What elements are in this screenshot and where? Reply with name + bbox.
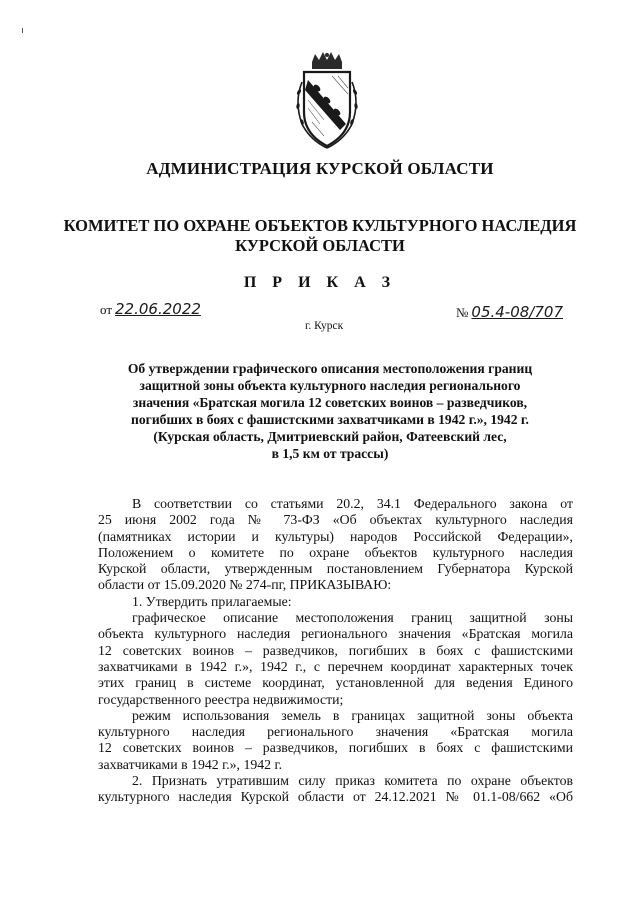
body-line: культурного наследия регионального значения «Братская могила [98,724,573,740]
number-prefix: № [456,305,469,320]
subject-line: значения «Братская могила 12 советских воинов – разведчиков, [132,395,528,410]
body-line: области от 15.09.2020 № 274-пг, ПРИКАЗЫВАЮ: [98,577,392,593]
body-line: 1. Утвердить прилагаемые: [132,593,292,609]
body-line: Курской области, утвержденным постановлением Губернатора Курской [98,561,573,577]
body-line: (памятниках истории и культуры) народов Российской Федерации», [98,528,573,544]
body-line: 25 июня 2002 года № 73-ФЗ «Об объектах культурного наследия [98,512,573,528]
body-line: Положением о комитете по охране объектов культурного наследия [98,544,573,560]
body-line: режим использования земель в границах защитной зоны объекта [132,707,573,723]
subject-line: защитной зоны объекта культурного наследия регионального [139,378,521,393]
scan-artifact [22,28,23,33]
organization-title: АДМИНИСТРАЦИЯ КУРСКОЙ ОБЛАСТИ [146,159,494,178]
order-number [456,303,563,321]
order-subject [90,360,570,462]
order-date [100,300,201,318]
handwritten-number: 05.4-08/707 [471,303,563,321]
body-line: государственного реестра недвижимости; [98,691,344,707]
body-line: 2. Признать утратившим силу приказ комитета по охране объектов [132,773,573,789]
body-line: захватчиками в 1942 г.», 1942 г., с перечнем координат характерных точек [98,658,573,674]
subject-line: Об утверждении графического описания местоположения границ [127,361,533,376]
date-prefix: от [100,302,113,317]
body-line: 12 советских воинов – разведчиков, погибших в боях с фашистскими [98,642,573,658]
subject-line: (Курская область, Дмитриевский район, Фатеевский лес, [153,429,507,444]
body-line: захватчиками в 1942 г.», 1942 г. [98,756,283,772]
subject-line: погибших в боях с фашистскими захватчиками в 1942 г.», 1942 г. [131,412,529,427]
body-line: В соответствии со статьями 20.2, 34.1 Федерального закона от [132,496,573,511]
issue-city: г. Курск [305,320,344,332]
body-line: этих границ в системе координат, установленной для ведения Единого [98,675,573,691]
committee-line: КОМИТЕТ ПО ОХРАНЕ ОБЪЕКТОВ КУЛЬТУРНОГО НАСЛЕДИЯ [63,216,577,235]
handwritten-date: 22.06.2022 [115,300,201,318]
body-line: графическое описание местоположения границ защитной зоны [132,610,573,626]
committee-name [60,216,580,256]
body-line: объекта культурного наследия регионального значения «Братская могила [98,626,573,642]
body-line: 12 советских воинов – разведчиков, погибших в боях с фашистскими [98,740,573,756]
body-line: культурного наследия Курской области от 24.12.2021 № 01.1-08/662 «Об [98,789,573,805]
order-body [98,496,573,806]
coat-of-arms-emblem [290,52,364,150]
document-type-heading: П Р И К А З [243,274,397,291]
committee-line: КУРСКОЙ ОБЛАСТИ [235,236,405,255]
subject-line: в 1,5 км от трассы) [271,446,389,461]
